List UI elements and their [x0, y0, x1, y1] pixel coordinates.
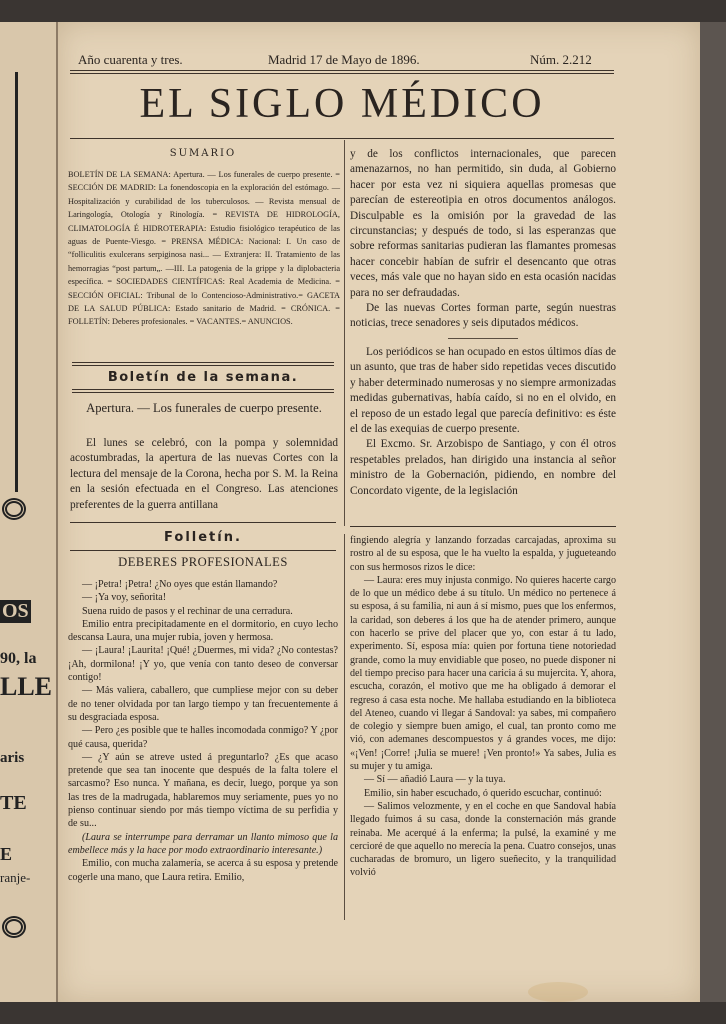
left-fragment: TE: [0, 792, 27, 814]
folletin-rule: [70, 550, 336, 551]
column-divider: [344, 140, 345, 526]
header-year: Año cuarenta y tres.: [78, 52, 183, 67]
left-fragment: LLE: [0, 672, 53, 701]
paragraph: — ¡Ya voy, señorita!: [82, 592, 167, 604]
paragraph: Los periódicos se han ocupado en estos últimos días de un asunto, que tras de haber sido repetidas veces discutido y haber determinado numerosas y no siempre armonizadas medidas gubernativas, había caído, si no en el olvido, en el reposo de un estado legal que parecía definitivo: es éste el de las exequias de cuerpo presente.: [350, 345, 616, 435]
left-page-ornament-icon: [2, 498, 26, 520]
left-page-ornament-line: [4, 72, 18, 492]
folletin-title: DEBERES PROFESIONALES: [118, 555, 288, 569]
section-rule: [72, 362, 334, 363]
paragraph: — Pero ¿es posible que te halles incomodada conmigo? Y ¿por qué causa, querida?: [68, 725, 338, 750]
folletin-right-column: [350, 534, 616, 880]
sumario-heading: SUMARIO: [169, 148, 237, 159]
sumario-text: BOLETÍN DE LA SEMANA: Apertura. — Los funerales de cuerpo presente. = SECCIÓN DE MADRID: La fonendoscopia en la exploración del estómago. — Hospitalización y curabilidad de los tuberculosos. — Revista mensual de Laringología, Otología y Rinología. = REVISTA DE HIDROLOGÍA, CLIMATOLOGÍA É HIDROTERAPIA: Estudio fisiológico terapéutico de las aguas de Puente-Viesgo. = PRENSA MÉDICA: Nacional: I. Un caso de “folliculitis exulcerans serpiginosa nasi... — Extranjera: II. Tratamiento de las hemorragias “post partum„. —III. La patogenia de la grippe y la diplobacteria específica. = SOCIEDADES CIENTÍFICAS: Real Academia de Medicina. = SECCIÓN OFICIAL: Tribunal de lo Contencioso-Administrativo.= GACETA DE LA SALUD PÚBLICA: Estado sanitario de Madrid. = CRÓNICA. = FOLLETÍN: Deberes profesionales. = VACANTES.= ANUNCIOS.: [68, 170, 340, 327]
left-fragment: aris: [0, 750, 25, 766]
paragraph: Emilio entra precipitadamente en el dormitorio, en cuyo lecho descansa Laura, una mujer rubia, joven y hermosa.: [68, 618, 338, 644]
paper-stain: [528, 982, 588, 1002]
column-divider: [344, 534, 345, 920]
masthead-rule: [70, 138, 614, 139]
left-fragment: E: [0, 844, 13, 864]
paragraph: Emilio, con mucha zalamería, se acerca á su esposa y pretende cogerle una mano, que Laura retira. Emilio,: [68, 858, 338, 883]
paragraph: — ¡Petra! ¡Petra! ¿No oyes que están llamando?: [82, 579, 278, 590]
left-fragment: ranje-: [0, 870, 31, 885]
header-line: [78, 52, 616, 70]
left-fragment: 90, la: [0, 650, 37, 667]
folletin-rule: [350, 526, 616, 527]
left-fragment: OS: [2, 600, 29, 622]
boletin-right-column: [350, 147, 616, 499]
paragraph: — ¿Y aún se atreve usted á preguntarlo? ¿Es que acaso pretende que sea tan inocente que después de la falta tolere el sarcasmo? Eso nunca. Y mañana, es decir, luego, porque ya son las tres de la madrugada, hablaremos muy seriamente, pues yo no pienso continuar siendo por más tiempo víctima de su perfidia y de su...: [68, 751, 338, 830]
paragraph: fingiendo alegría y lanzando forzadas carcajadas, aproxima su rostro al de su esposa, que le ha vuelto la espalda, y jugueteando con sus hermosos rizos le dice:: [350, 535, 616, 573]
paragraph: El lunes se celebró, con la pompa y solemnidad acostumbradas, la apertura de las nuevas Cortes con la lectura del mensaje de la Corona, hecha por S. M. la Reina en la sesión efectuada en el Congreso. Las atenciones preferentes de la guerra antillana: [70, 437, 338, 511]
folletin-rule: [70, 522, 336, 523]
header-rule: [70, 70, 614, 71]
paragraph: — ¡Laura! ¡Laurita! ¡Qué! ¿Duermes, mi vida? ¿No contestas? ¡Ah, dormilona! ¡Y yo, que venía con tanto deseo de conversar contigo!: [68, 645, 338, 684]
paragraph: De las nuevas Cortes forman parte, según nuestras noticias, trece senadores y seis diputados médicos.: [350, 302, 616, 330]
paragraph: — Salimos velozmente, y en el coche en que Sandoval había llegado fuimos á su casa, donde la consternación más grande reinaba. Me acerqué á la enferma; la pulsé, la examiné y me cercioré de que aquello no merecía la pena. Cuatro consejos, unas cucharadas de bromuro, un ligero sueñecito, y la tranquilidad volvió: [350, 800, 616, 879]
folletin-left-column: [68, 578, 338, 884]
paragraph: — Sí — añadió Laura — y la tuya.: [364, 774, 506, 786]
header-rule: [70, 73, 614, 74]
paragraph-italic: (Laura se interrumpe para derramar un llanto mimoso que la embellece más y la hace por modo extraordinario interesante.): [68, 831, 338, 856]
paragraph: Emilio, sin haber escuchado, ó querido escuchar, continuó:: [364, 787, 602, 799]
left-page-ornament-icon: [2, 916, 26, 938]
section-rule: [72, 389, 334, 390]
paragraph: Suena ruido de pasos y el rechinar de una cerradura.: [82, 605, 293, 617]
header-number: Núm. 2.212: [530, 52, 592, 67]
boletin-subhead: Apertura. — Los funerales de cuerpo presente.: [86, 401, 322, 415]
left-page-edge: [0, 22, 58, 1002]
newspaper-page: [58, 22, 700, 1002]
paragraph: — Laura: eres muy injusta conmigo. No quieres hacerte cargo de lo que un médico debe á su título. Un médico no pertenece á su esposa, á su familia, ni aun á sí mismo, pues que los enfermos, la caridad, son deberes á los que ha de atender primero, aunque con hacerlo se prive del placer que yo, con estar á tu lado, experimento. Sí, esposa mía: quien por fortuna tiene notoriedad grande, como la muy envidiable que poseo, no puede disponer ni del tiempo preciso para hacer una caricia á su mujercita. Y, ahora, escucha, corazón, el motivo que me ha obligado á demorar el regreso á casa esta noche. Me hallaba estudiando en la biblioteca del Ateneo, cuando vi llegar á Sandoval: ya sabes, mi compañero de colegio y siempre buen amigo, el cual, tan pronto como me vió, con ademanes descompuestos y á grandes voces, me dijo: «¡Ven! ¡Corre! ¡Julia se muere! ¡Ven pronto!» Ya sabes, Julia es su mujer y tu amiga.: [350, 574, 616, 773]
boletin-left-column: [70, 436, 338, 513]
boletin-heading: Boletín de la semana.: [107, 370, 299, 385]
paragraph-separator: [448, 338, 518, 339]
section-rule: [72, 365, 334, 366]
header-date: Madrid 17 de Mayo de 1896.: [268, 52, 420, 67]
page-edge-shadow: [700, 22, 726, 1002]
folletin-heading: Folletín.: [164, 530, 242, 545]
section-rule: [72, 392, 334, 393]
paragraph: y de los conflictos internacionales, que parecen amenazarnos, no han permitido, sin duda, al Gobierno hacer por esta vez ni siquiera aquellas promesas que parecían de estereotipia en otros documentos análogos. Disculpable es la omisión por la gravedad de las circunstancias; y después de todo, si las esperanzas que sobre reformas sanitarias pudieran las flamantes promesas hacer concebir habían de sufrir el desencanto que otras veces, más vale que no hayan sido en esta ocasión nacidas para no ser defraudadas.: [350, 148, 616, 299]
masthead-title: EL SIGLO MÉDICO: [139, 81, 545, 127]
paragraph: El Excmo. Sr. Arzobispo de Santiago, y con él otros respetables prelados, han dirigido una instancia al señor ministro de la Gobernación, pidiendo, en nombre del Concordato vigente, de la legislación: [350, 438, 616, 497]
paragraph: — Más valiera, caballero, que cumpliese mejor con su deber de no tener olvidada por tan largo tiempo y tan frecuentemente á su desgraciada esposa.: [68, 685, 338, 723]
